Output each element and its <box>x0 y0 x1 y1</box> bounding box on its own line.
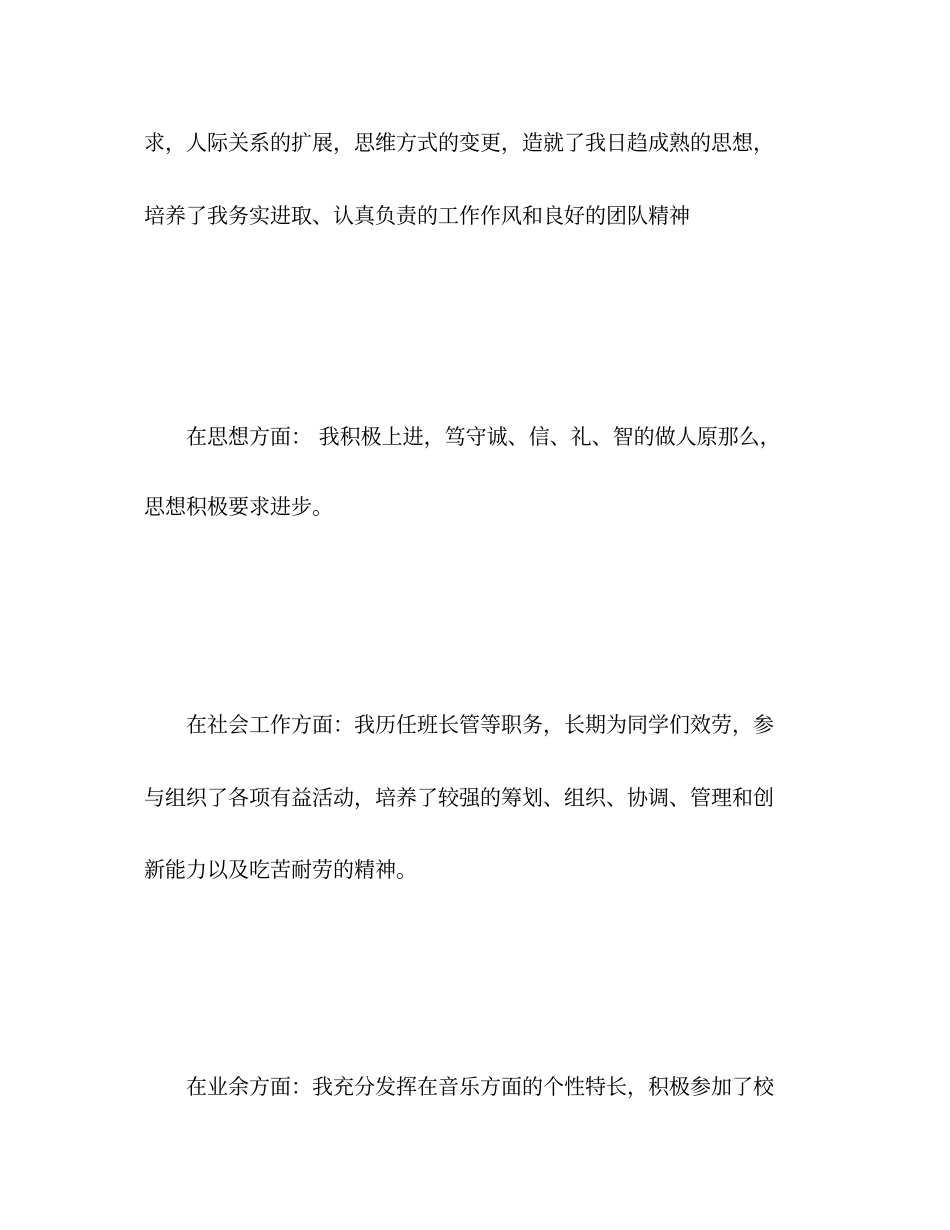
paragraph-2-line-2: 思想积极要求进步。 <box>144 495 333 519</box>
paragraph-1-line-1: 求，人际关系的扩展，思维方式的变更，造就了我日趋成熟的思想， <box>144 131 774 155</box>
paragraph-1-line-2: 培养了我务实进取、认真负责的工作作风和良好的团队精神 <box>144 204 690 228</box>
paragraph-4-line-1: 在业余方面：我充分发挥在音乐方面的个性特长，积极参加了校 <box>186 1075 774 1099</box>
paragraph-3-line-3: 新能力以及吃苦耐劳的精神。 <box>144 858 417 882</box>
paragraph-3-line-1: 在社会工作方面：我历任班长管等职务，长期为同学们效劳，参 <box>186 713 774 737</box>
paragraph-3-line-2: 与组织了各项有益活动，培养了较强的筹划、组织、协调、管理和创 <box>144 786 774 810</box>
paragraph-2-line-1: 在思想方面： 我积极上进，笃守诚、信、礼、智的做人原那么， <box>186 425 781 449</box>
